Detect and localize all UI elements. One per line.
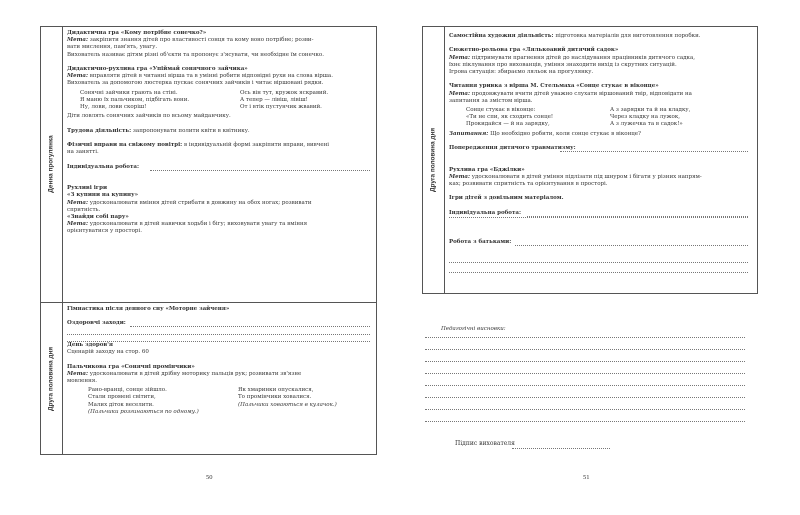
text-line: «Ти не спи, як сходить сонце! (466, 114, 554, 121)
text-line: Вихователь називає дітям різні об'єкти та пропонує з'ясувати, чи необхідне їм сонечко. (67, 51, 324, 58)
text-line: «З купини на купину» (67, 192, 139, 199)
text-line: От і втік пустунчик жвавий. (240, 104, 322, 110)
text-line: Мета: удосконалювати в дітей дрібну моторику пальців рук; розвивати зв'язне (67, 370, 302, 377)
text-line: Запитання: Що необхідно робити, коли сонце стукає в віконце? (449, 130, 641, 137)
text-line: (Пальчики розгинаються по одному.) (88, 408, 199, 415)
page-number-left: 50 (206, 474, 213, 481)
text-line: Мета: продовжувати вчити дітей уважно слухати віршований твір, відповідати на (449, 90, 692, 97)
text-line: Стали промені світити, (88, 394, 156, 401)
text-line: Попередження дитячого травматизму: (449, 145, 576, 151)
fill-line (67, 334, 370, 335)
left-side-top (40, 26, 63, 302)
text-line: (Пальчики ховаються в кулачок.) (238, 401, 337, 408)
text-line: Оздоровчі заходи: (67, 320, 126, 327)
fill-line (425, 337, 745, 338)
text-line: Прокидайся — й на зарядку, (466, 121, 550, 128)
fill-line (515, 245, 748, 246)
text-line: Сонце стукає в віконце: (466, 107, 536, 113)
right-side (422, 26, 445, 294)
text-line: Фізичні вправи на свіжому повітрі: в індивідуальній формі закріпити вправи, вивчені (67, 142, 330, 148)
fill-line (425, 385, 745, 386)
page-number-right: 51 (583, 474, 590, 481)
text-line: Мета: вправляти дітей в читанні вірша та в умінні робити відповідні рухи на слова вірша. (67, 73, 333, 80)
fill-line (150, 170, 370, 171)
text-line: Гімнастика після денного сну «Моторне зайченя» (67, 306, 230, 312)
fill-line (130, 326, 370, 327)
text-line: Діти ловлять сонячних зайчиків по всьому майданчику. (67, 113, 231, 120)
fill-line (449, 272, 748, 273)
text-line: Трудова діяльність: запропонувати полити квіти в квітнику. (67, 127, 250, 134)
text-line: Ну, лови, лови скоріш! (80, 104, 147, 110)
fill-line (425, 349, 745, 350)
text-line: орієнтуватися у просторі. (67, 228, 142, 235)
text-line: Самостійна художня діяльність: підготовка матеріалів для виготовлення поробки. (449, 33, 701, 39)
fill-line (425, 397, 745, 398)
text-line: Мета: удосконалювати в дітей навички ходьби і бігу; виховувати увагу та вміння (67, 221, 308, 228)
left-side-bottom (40, 302, 63, 455)
text-line: Індивідуальна робота: (449, 209, 521, 216)
text-line: Вихователь за допомогою люстерка пускає сонячних зайчиків і читає віршовані рядки. (67, 80, 324, 87)
text-line: Індивідуальна робота: (67, 163, 139, 170)
signature-label: Підпис вихователя (455, 440, 515, 447)
text-line: А з лужечка та в садок!» (610, 121, 683, 128)
text-line: Мета: удосконалювати в дітей уміння підлізати під шнуром і бігати у різних напрям- (449, 173, 702, 180)
side-label-afternoon-right: Друга половина дня (429, 127, 437, 193)
text-line: Дидактична гра «Кому потрібне сонечко?» (67, 30, 207, 36)
text-line: Читання уривка з вірша М. Стельмаха «Сонце стукає в віконце» (449, 83, 659, 90)
text-line: Пальчикова гра «Сонячні промінчики» (67, 363, 195, 370)
left-section-divider (40, 302, 377, 303)
fill-line (449, 217, 748, 218)
fill-line (425, 361, 745, 362)
text-line: Рухлива гра «Бджілки» (449, 166, 525, 173)
text-line: Як хмаринки опускалися, (238, 387, 314, 394)
text-line: Дидактично-рухлива гра «Упіймай сонячного зайчика» (67, 66, 248, 72)
fill-line (425, 421, 745, 422)
text-line: Мета: підтримувати прагнення дітей до наслідування працівників дитячого садка, (449, 54, 695, 61)
text-line: Ігри дітей з довільним матеріалом. (449, 195, 564, 202)
text-line: Ось він тут, кружок яскравий. (240, 89, 329, 96)
conclusions-label: Педагогічні висновки: (441, 326, 506, 332)
text-line: Мета: удосконалювати вміння дітей стрибати в довжину на обох ногах; розвивати (67, 199, 312, 206)
text-line: Мета: закріпити знання дітей про властивості сонця та кому воно потрібне; розви- (67, 37, 314, 44)
text-line: Рухливі ігри (67, 185, 108, 192)
text-line: запитання за змістом вірша. (449, 97, 533, 104)
fill-line (449, 262, 748, 263)
text-line: Малих діток веселити. (88, 401, 154, 408)
text-line: Ігрова ситуація: збираємо ляльок на прогулянку. (449, 69, 594, 75)
fill-line (425, 373, 745, 374)
text-line: День здоров'я (67, 342, 113, 348)
text-line: То промінчики ховалися. (238, 394, 312, 401)
text-line: спритність. (67, 206, 101, 213)
fill-line (560, 151, 748, 152)
text-line: вати мислення, пам'ять, увагу. (67, 44, 158, 51)
text-line: Рано-вранці, сонце зійшло. (88, 387, 167, 394)
text-line: ках; розвивати спритність та орієнтування в просторі. (449, 181, 608, 187)
text-line: А тепер — лівіш, лівіш! (240, 96, 308, 103)
signature-line (512, 448, 610, 449)
text-line: А з зарядки та й на кладку, (610, 107, 691, 113)
text-line: на занятті. (67, 149, 99, 156)
text-line: Робота з батьками: (449, 238, 512, 245)
text-line: мовлення. (67, 378, 97, 384)
fill-line (425, 409, 745, 410)
side-label-day-walk: Денна прогулянка (47, 135, 55, 193)
text-line: Через кладку на лужок, (610, 114, 681, 121)
side-label-afternoon: Друга половина дня (47, 346, 55, 411)
text-line: Сонячні зайчики грають на стіні. (80, 89, 178, 96)
text-line: їхнє піклування про вихованців, уміння знаходити вихід із скрутних ситуацій. (449, 61, 677, 68)
text-line: Я маню їх пальчиком, підбігать вони. (80, 96, 190, 103)
text-line: Сюжетно-рольова гра «Лялькоавий дитячий садок» (449, 47, 619, 54)
text-line: «Знайди собі пару» (67, 214, 129, 220)
text-line: Сценарій заходу на стор. 60 (67, 349, 149, 356)
